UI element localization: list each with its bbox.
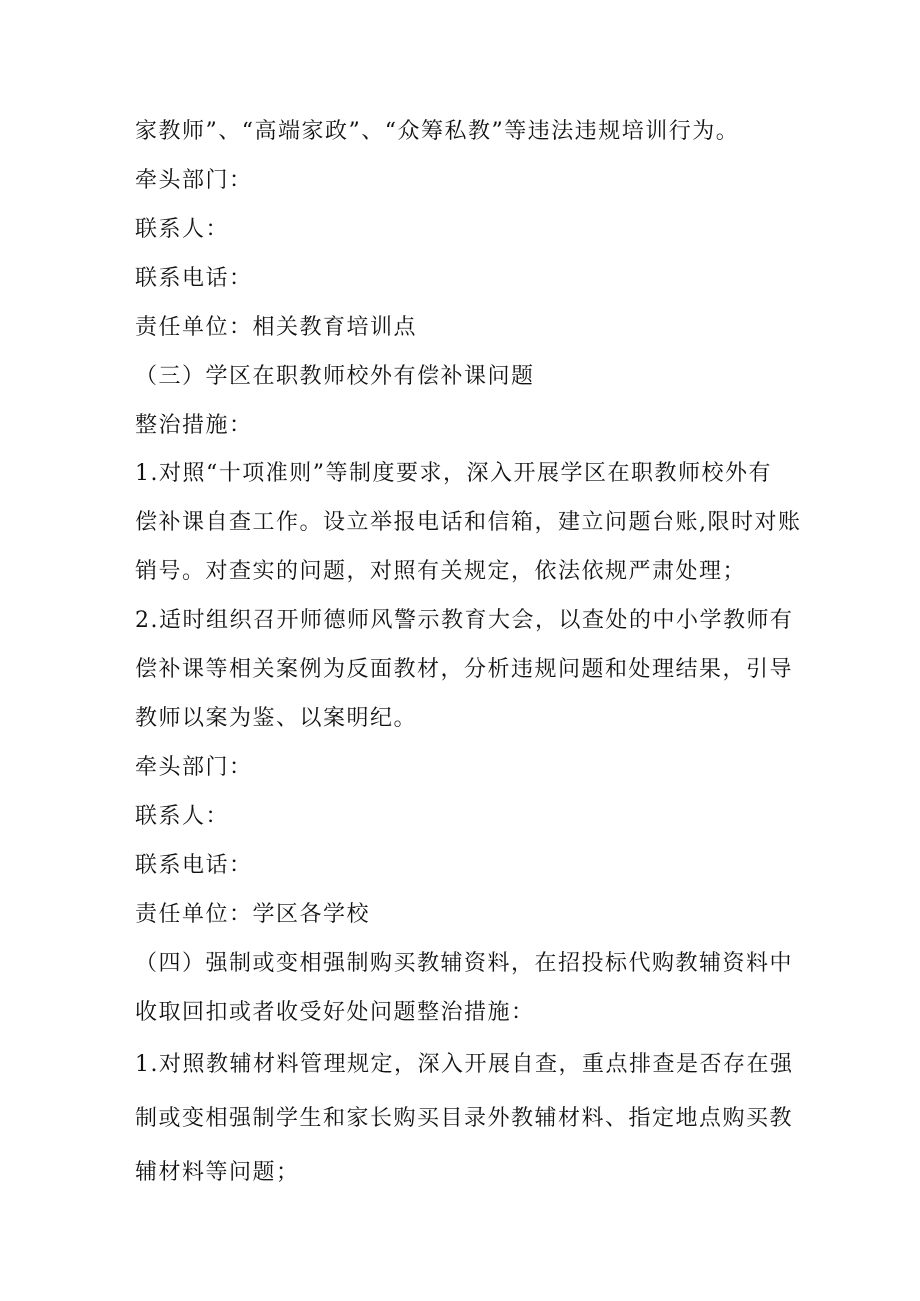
paragraph-line: 偿补课自查工作。设立举报电话和信箱，建立问题台账,限时对账 — [135, 510, 802, 535]
paragraph-line: 整治措施： — [135, 413, 253, 438]
paragraph-line: 辅材料等问题； — [135, 1160, 300, 1185]
paragraph-line: 销号。对查实的问题，对照有关规定，依法依规严肃处理； — [135, 559, 747, 584]
paragraph-line: 联系电话： — [135, 266, 253, 291]
paragraph-line: 责任单位：相关教育培训点 — [135, 315, 418, 340]
paragraph-line: 收取回扣或者收受好处问题整治措施： — [135, 1000, 535, 1025]
paragraph-line: 联系人： — [135, 804, 230, 829]
paragraph-line: 联系电话： — [135, 853, 253, 878]
paragraph-line: 联系人： — [135, 217, 230, 242]
paragraph-line: 教师以案为鉴、以案明纪。 — [135, 706, 418, 731]
paragraph-line: 1.对照教辅材料管理规定，深入开展自查，重点排查是否存在强 — [135, 1052, 794, 1077]
section-heading: （四）强制或变相强制购买教辅资料，在招投标代购教辅资料中 — [135, 951, 794, 976]
paragraph-line: 1.对照“十项准则”等制度要求，深入开展学区在职教师校外有 — [135, 461, 772, 486]
paragraph-line: 制或变相强制学生和家长购买目录外教辅材料、指定地点购买教 — [135, 1106, 794, 1131]
paragraph-line: 偿补课等相关案例为反面教材，分析违规问题和处理结果，引导 — [135, 657, 794, 682]
paragraph-line: 家教师”、“高端家政”、“众筹私教”等违法违规培训行为。 — [135, 119, 740, 144]
paragraph-line: 牵头部门： — [135, 168, 253, 193]
section-heading: （三）学区在职教师校外有偿补课问题 — [135, 364, 535, 389]
paragraph-line: 牵头部门： — [135, 755, 253, 780]
paragraph-line: 2.适时组织召开师德师风警示教育大会，以查处的中小学教师有 — [135, 608, 794, 633]
paragraph-line: 责任单位：学区各学校 — [135, 902, 371, 927]
